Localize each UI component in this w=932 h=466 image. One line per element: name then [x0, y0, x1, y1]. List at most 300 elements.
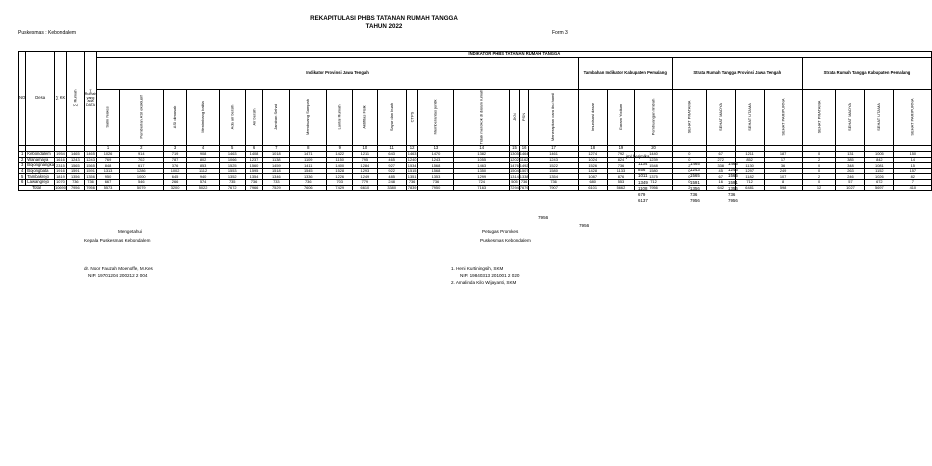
table-cell: 45 [706, 168, 735, 174]
table-cell: 1464 [519, 151, 529, 157]
table-cell: 617 [119, 163, 163, 169]
indicator-number: 8 [290, 146, 327, 152]
indicator-label: Garam Yodium [607, 90, 634, 146]
table-cell: Kebondalem [26, 152, 55, 158]
table-cell: 1338 [519, 173, 529, 179]
table-cell: 1000 [119, 174, 163, 180]
table-cell: 7966 [245, 185, 263, 191]
col-no: NO [19, 52, 26, 146]
table-cell: 1081 [865, 163, 894, 169]
indicator-number: 12 [406, 146, 418, 152]
table-cell: 735 [219, 179, 245, 185]
col-rumah: ∑ Rumah [66, 52, 84, 146]
total-row [19, 185, 932, 191]
table-cell: 1240 [407, 156, 417, 162]
table-cell: 82 [894, 174, 932, 180]
side-value: 1011 [638, 173, 648, 179]
side-value: 1349 [638, 179, 648, 185]
col-rumah-data: ∑ Rumah yang ada DATA [84, 52, 97, 146]
indicator-number: 19 [607, 146, 634, 152]
puskesmas-label: Puskesmas : Kebondalem [18, 30, 77, 36]
table-cell: 736 [84, 179, 97, 185]
table-cell: 1 [19, 152, 26, 158]
table-cell: 187 [764, 152, 802, 158]
table-cell: 712 [635, 179, 673, 185]
table-cell: 1226 [327, 174, 353, 180]
sig-right-nip1: NIP. 19840313 201001 2 020 [460, 273, 520, 278]
table-cell: 1066 [219, 157, 245, 163]
table-cell: 598 [764, 185, 802, 191]
table-cell: 5573 [97, 185, 119, 191]
table-cell: 0 [802, 163, 836, 169]
table-cell: 1070 [56, 179, 65, 185]
table-cell: 67 [706, 174, 735, 180]
side-value: 7956 [690, 198, 700, 204]
table-cell: 1916 [56, 168, 65, 174]
strata-prov-label: SEHAT PRATAMA [672, 90, 706, 146]
table-cell: 736 [406, 179, 418, 185]
table-cell: 6610 [353, 185, 377, 191]
table-cell: 57 [836, 179, 865, 185]
group-strata-kab: Strata Rumah Tangga Kabupaten Pemalang [802, 58, 932, 90]
table-cell: 645 [163, 174, 186, 180]
indicator-label: Menimbang balita [187, 90, 220, 146]
table-cell: 14 [894, 157, 932, 163]
indicator-label: Tidak merokok di dalam rumah [454, 90, 510, 146]
table-cell: 574 [187, 179, 220, 185]
side-value: 1565 [728, 173, 738, 179]
side-value: 1565 [690, 173, 700, 179]
strata-prov-label: SEHAT UTAMA [735, 90, 764, 146]
table-cell: 7950 [418, 185, 454, 191]
table-cell: 736 [520, 179, 528, 185]
table-cell: 733 [263, 179, 290, 185]
table-cell: 246 [836, 174, 865, 180]
indicator-label: Memberantas jentik [418, 90, 454, 146]
sig-left-name: dr. Noor Fauzah Moenoffe, M.Kes [84, 266, 153, 271]
table-cell: 5697 [865, 185, 894, 191]
table-cell: 643 [377, 152, 406, 158]
indicator-label: Salin Nakes [97, 90, 119, 146]
table-cell: 1293 [353, 168, 377, 174]
table-cell: 1162 [519, 156, 529, 162]
indicator-number: 6 [245, 146, 263, 152]
table-cell: 1515 [407, 168, 417, 174]
table-cell: 1411 [290, 163, 327, 169]
side-value: 736 [690, 192, 698, 197]
table-cell: 1297 [735, 168, 764, 174]
indicator-label: Air bersih [245, 90, 263, 146]
table-cell: 795 [353, 157, 377, 163]
indicator-label: PSN [519, 90, 529, 146]
table-cell: 2 [672, 185, 706, 191]
table-cell: 1182 [735, 174, 764, 180]
report-year: TAHUN 2022 [365, 23, 403, 30]
indicator-label: JKN [510, 90, 520, 146]
table-cell: 1055 [454, 157, 510, 163]
strata-kab-label: SEHAT PRATAMA [802, 90, 836, 146]
table-cell: 1591 [86, 168, 95, 174]
table-cell: 1243 [529, 157, 578, 163]
table-cell: 1580 [635, 168, 673, 174]
table-cell: 1382 [454, 152, 510, 158]
table-cell: 1351 [407, 173, 417, 179]
table-cell: 7956 [66, 185, 84, 191]
table-cell: 376 [163, 163, 186, 169]
group-provinsi: Indikator Provinsi Jawa Tengah [97, 58, 578, 90]
indicator-label: ASI dimasak [163, 90, 186, 146]
table-cell: 249 [764, 168, 802, 174]
table-cell: 1286 [119, 168, 163, 174]
table-cell: 7839 [407, 184, 417, 190]
table-cell: 779 [353, 179, 377, 185]
side-value: 1591 [690, 179, 700, 185]
indicator-number: 3 [163, 146, 186, 152]
table-cell: 1130 [735, 163, 764, 169]
table-cell: 6101 [578, 185, 607, 191]
form-label: Form 3 [552, 30, 568, 36]
table-cell: 7672 [219, 185, 245, 191]
table-cell: 1568 [418, 168, 454, 174]
indicator-label: Lantai Rumah [327, 90, 353, 146]
table-cell: 67 [706, 152, 735, 158]
sig-left-nip: NIP. 19701204 200212 2 004 [88, 273, 148, 278]
indicator-label: Sayur dan buah [377, 90, 406, 146]
indicator-number: 20 [635, 146, 673, 152]
table-cell: 1565 [86, 162, 95, 168]
table-cell: 553 [607, 179, 634, 185]
table-cell: 914 [119, 152, 163, 158]
table-cell: 1109 [290, 157, 327, 163]
table-cell: 1354 [529, 174, 578, 180]
phbs-table [18, 51, 932, 191]
table-cell: 3380 [377, 185, 406, 191]
table-cell: 505 [511, 179, 518, 185]
table-cell: 410 [894, 185, 932, 191]
table-cell: 12 [802, 185, 836, 191]
sig-left-line2: Kepala Puskesmas Kebondalem [84, 238, 151, 243]
col-desa: Desa [26, 52, 55, 146]
table-cell: 1518 [263, 168, 290, 174]
table-cell: 1354 [245, 174, 263, 180]
table-cell: 2 [672, 163, 706, 169]
table-cell: 1528 [327, 168, 353, 174]
table-cell: 1422 [327, 152, 353, 158]
table-cell: 1002 [163, 168, 186, 174]
indicator-number: 18 [578, 146, 607, 152]
indicator-number: 10 [353, 146, 377, 152]
table-cell: 1087 [578, 174, 607, 180]
indicator-label: CTPS [406, 90, 418, 146]
table-cell: 0 [672, 174, 706, 180]
table-cell: Bojongnangka [27, 162, 55, 168]
table-cell: 1440 [635, 152, 673, 158]
group-strata-prov: Strata Rumah Tangga Provinsi Jawa Tengah [672, 58, 802, 90]
table-cell: 1152 [865, 168, 894, 174]
table-cell: 842 [865, 157, 894, 163]
table-cell: 1346 [263, 174, 290, 180]
table-cell: 1243 [86, 156, 95, 162]
table-cell: 667 [97, 179, 119, 185]
table-cell: 6481 [735, 185, 764, 191]
side-value: 1356 [728, 185, 738, 191]
table-cell: 950 [97, 174, 119, 180]
table-cell: 1350 [454, 168, 510, 174]
table-cell: 1428 [578, 168, 607, 174]
side-value: 736 [728, 192, 736, 197]
indicator-label: Menerapkan cara ibu hamil [529, 90, 578, 146]
table-cell: 1243 [66, 157, 84, 163]
table-cell: 1507 [519, 168, 529, 174]
table-cell: 1463 [454, 163, 510, 169]
table-cell: 1476 [510, 162, 519, 168]
table-cell: 853 [187, 163, 220, 169]
group-indikator: INDIKATOR PHBS TATANAN RUMAH TANGGA [97, 52, 932, 58]
table-cell: 7163 [454, 185, 510, 191]
table-cell: 1026 [97, 152, 119, 158]
table-cell: 876 [607, 174, 634, 180]
table-cell: 5662 [607, 185, 634, 191]
table-cell: 1005 [865, 152, 894, 158]
table-cell: 1138 [263, 157, 290, 163]
indicator-number: 9 [327, 146, 353, 152]
table-cell: 1313 [97, 168, 119, 174]
table-cell: 1024 [578, 157, 607, 163]
indicator-number: 4 [187, 146, 220, 152]
table-cell: 1249 [353, 174, 377, 180]
indicator-label: Jamban Sehat [263, 90, 290, 146]
side-header: jml berjmlka [626, 154, 650, 159]
table-cell: 1356 [66, 174, 84, 180]
table-cell: 5079 [119, 185, 163, 191]
table-cell: 703 [327, 179, 353, 185]
table-cell: 792 [607, 152, 634, 158]
indicator-number: 17 [529, 146, 578, 152]
side-extra-1: 7956 [538, 215, 549, 220]
table-cell: 1375 [635, 174, 673, 180]
table-cell: 1565 [66, 163, 84, 169]
table-cell: 1018 [263, 152, 290, 158]
side-value: 1465 [728, 161, 738, 166]
table-cell: 672 [865, 179, 894, 185]
table-cell: 736 [66, 179, 84, 185]
table-cell: 1465 [66, 152, 84, 158]
table-cell: 736 [418, 179, 454, 185]
indicator-label: Pemberian ASI eksklusif [119, 90, 163, 146]
indicator-label: Pembuangan limbah [635, 90, 673, 146]
table-cell: 1353 [418, 174, 454, 180]
table-cell: 769 [97, 157, 119, 163]
table-cell: 824 [607, 157, 634, 163]
table-cell: 1408 [245, 152, 263, 158]
sig-right-line1: Petugas Promkes [482, 229, 519, 234]
group-tambahan: Tambahan Indikator Kabupaten Pemalang [578, 58, 672, 90]
table-cell: 852 [735, 157, 764, 163]
side-value: 1465 [690, 161, 700, 166]
indicator-number: 15 [510, 146, 520, 152]
table-cell: 712 [735, 179, 764, 185]
table-cell: 5 [19, 174, 26, 180]
table-cell: 157 [894, 168, 932, 174]
table-cell: 1336 [290, 174, 327, 180]
sig-right-name1: 1. Heni Kurtiningsih, SKM [451, 266, 504, 271]
table-cell: 385 [836, 157, 865, 163]
table-cell: 7956 [86, 184, 95, 190]
table-cell: 1471 [290, 152, 327, 158]
side-value: 1356 [690, 185, 700, 191]
indicator-label: Imunisasi dasar [578, 90, 607, 146]
table-cell: 0 [672, 157, 706, 163]
table-cell: 15 [894, 163, 932, 169]
table-cell: 7294 [510, 184, 519, 190]
table-cell: 1525 [219, 163, 245, 169]
table-cell: 1305 [510, 151, 519, 157]
table-cell: 7907 [529, 185, 578, 191]
table-cell: 1504 [510, 168, 519, 174]
table-cell: 787 [163, 157, 186, 163]
table-cell: 736 [607, 163, 634, 169]
table-cell: 1461 [529, 152, 578, 158]
table-cell: 927 [377, 163, 406, 169]
indicator-number: 13 [418, 146, 454, 152]
table-cell: 1400 [327, 163, 353, 169]
table-cell: 7 [894, 179, 932, 185]
table-cell: 0 [802, 168, 836, 174]
table-cell: 1492 [519, 162, 529, 168]
table-cell: 7606 [290, 185, 327, 191]
table-cell: 7679 [519, 184, 529, 190]
side-value: 1243 [690, 167, 700, 173]
table-cell: 1352 [219, 174, 245, 180]
table-cell: 10690 [55, 184, 66, 190]
table-cell: 7956 [635, 185, 673, 191]
table-cell: 263 [836, 168, 865, 174]
indicator-number: 11 [377, 146, 406, 152]
table-cell: 1243 [418, 157, 454, 163]
table-cell: 736 [245, 179, 263, 185]
table-cell: 3 [19, 163, 26, 169]
table-cell: 908 [187, 152, 220, 158]
table-cell: 1202 [510, 156, 519, 162]
total-label: Total [19, 185, 55, 191]
strata-prov-label: SEHAT MADYA [706, 90, 735, 146]
table-cell: 17 [764, 157, 802, 163]
table-cell: 922 [377, 168, 406, 174]
table-cell: 802 [187, 157, 220, 163]
table-cell: 348 [836, 163, 865, 169]
strata-prov-label: SEHAT PARIPURNA [764, 90, 802, 146]
table-cell: 36 [764, 163, 802, 169]
side-value: 679 [638, 192, 646, 197]
table-cell: 1568 [418, 163, 454, 169]
table-cell: 1465 [86, 151, 95, 157]
table-cell: 1284 [353, 163, 377, 169]
table-cell: 719 [163, 152, 186, 158]
table-cell: 1616 [56, 156, 65, 162]
table-cell: 1211 [735, 152, 764, 158]
table-cell: 1026 [865, 174, 894, 180]
table-cell: 0 [802, 152, 836, 158]
side-value: 856 [638, 167, 646, 173]
table-cell: 848 [97, 163, 119, 169]
table-cell: 1463 [219, 152, 245, 158]
col-kk: ∑ KK [55, 52, 67, 146]
table-cell: 7529 [263, 185, 290, 191]
table-cell: 1580 [529, 168, 578, 174]
strata-kab-label: SEHAT UTAMA [865, 90, 894, 146]
table-cell: 1237 [245, 157, 263, 163]
indicator-number: 14 [454, 146, 510, 152]
table-cell: 1954 [56, 151, 65, 157]
side-extra-2: 7956 [579, 223, 590, 228]
table-cell: 1027 [836, 185, 865, 191]
table-cell: 150 [894, 152, 932, 158]
indicator-number: 5 [219, 146, 245, 152]
table-cell: 736 [529, 179, 578, 185]
table-cell: 1560 [245, 163, 263, 169]
table-cell: 1239 [635, 157, 673, 163]
table-cell: 1545 [290, 168, 327, 174]
table-cell: 248 [377, 179, 406, 185]
table-cell: 485 [377, 174, 406, 180]
table-cell: 266 [163, 179, 186, 185]
table-cell: Lawangrejo [26, 179, 55, 185]
table-cell: 1112 [187, 168, 220, 174]
table-cell: 338 [706, 163, 735, 169]
table-cell: 2 [802, 174, 836, 180]
sig-right-name2: 2. Amalinda Kilo Wijayanti, SKM [451, 280, 517, 285]
table-cell: Bojongbata [26, 168, 55, 174]
table-cell: 642 [706, 185, 735, 191]
table-cell: 1463 [407, 151, 417, 157]
table-cell: 272 [706, 157, 735, 163]
table-cell: 0 [802, 179, 836, 185]
indicator-number: 7 [263, 146, 290, 152]
table-cell: 1591 [66, 168, 84, 174]
table-cell: 1548 [635, 163, 673, 169]
table-cell: 465 [377, 157, 406, 163]
table-cell: Wanamaya [26, 157, 55, 163]
strata-kab-label: SEHAT PARIPURNA [894, 90, 932, 146]
table-cell: 6 [19, 179, 26, 185]
indicator-number: 16 [519, 146, 529, 152]
table-cell: 1356 [86, 173, 95, 179]
table-cell: 1211 [353, 152, 377, 158]
indicator-number: 2 [119, 146, 163, 152]
table-cell: 1299 [454, 174, 510, 180]
table-cell: 2 [19, 157, 26, 163]
table-cell: 0 [672, 152, 706, 158]
table-cell: 1534 [407, 162, 417, 168]
table-cell: 1522 [529, 163, 578, 169]
table-cell: 724 [454, 179, 510, 185]
table-cell: 0 [672, 179, 706, 185]
side-value: 1243 [728, 167, 738, 173]
table-cell: 3200 [163, 185, 186, 191]
table-cell: 8 [764, 179, 802, 185]
side-value: 7956 [728, 198, 738, 204]
indicator-number: 1 [97, 146, 119, 152]
sig-left-line1: Mengetahui [118, 229, 143, 234]
table-cell: 5022 [187, 185, 220, 191]
report-title: REKAPITULASI PHBS TATANAN RUMAH TANGGA [310, 15, 458, 22]
table-cell: 0 [672, 168, 706, 174]
indicator-label: Ada air bersih [219, 90, 245, 146]
table-cell: 131 [836, 152, 865, 158]
strata-kab-label: SEHAT MADYA [836, 90, 865, 146]
table-cell: 2 [802, 157, 836, 163]
table-cell: 1819 [56, 173, 65, 179]
